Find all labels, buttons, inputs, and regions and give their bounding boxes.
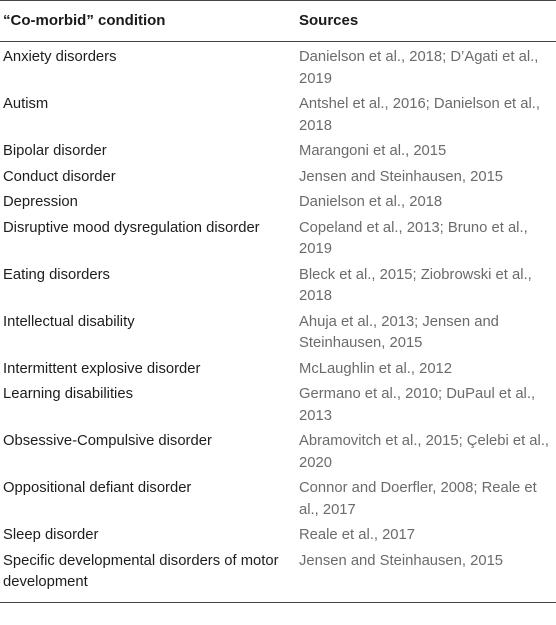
table-row	[0, 357, 556, 383]
condition-cell: Intellectual disability	[3, 313, 135, 330]
sources-cell: Jensen and Steinhausen, 2015	[297, 549, 556, 603]
table-row	[0, 476, 556, 523]
table-row	[0, 382, 556, 429]
table-body	[0, 42, 556, 603]
condition-cell: Eating disorders	[3, 266, 110, 283]
condition-cell: Learning disabilities	[3, 386, 133, 402]
condition-cell: Depression	[3, 194, 78, 210]
table-row	[0, 190, 556, 216]
sources-cell: McLaughlin et al., 2012	[299, 360, 453, 377]
table-row	[0, 216, 556, 263]
table-row	[0, 92, 556, 139]
header-sources: Sources	[297, 1, 556, 42]
condition-cell: Anxiety disorders	[3, 49, 117, 65]
sources-cell: Copeland et al., 2013; Bruno et al., 2019	[299, 219, 528, 257]
condition-cell: Intermittent explosive disorder	[3, 360, 201, 377]
table-row	[0, 310, 556, 357]
sources-cell: Germano et al., 2010; DuPaul et al., 2013	[299, 386, 536, 424]
table-row	[0, 263, 556, 310]
condition-cell: Obsessive-Compulsive disorder	[3, 433, 212, 449]
sources-cell: Bleck et al., 2015; Ziobrowski et al., 2018	[299, 266, 532, 304]
table-row	[0, 549, 556, 603]
header-row	[0, 1, 556, 42]
condition-cell: Bipolar disorder	[3, 143, 107, 159]
header-condition: “Co-morbid” condition	[0, 1, 297, 42]
sources-cell: Jensen and Steinhausen, 2015	[299, 168, 504, 185]
condition-cell: Specific developmental disorders of motor development	[0, 549, 297, 603]
sources-cell: Ahuja et al., 2013; Jensen and Steinhausen, 2015	[299, 313, 499, 351]
sources-cell: Abramovitch et al., 2015; Çelebi et al., 2020	[299, 433, 550, 471]
condition-cell: Conduct disorder	[3, 168, 116, 185]
table-header	[0, 1, 556, 42]
table-row	[0, 42, 556, 93]
sources-cell: Reale et al., 2017	[299, 527, 415, 543]
sources-cell: Antshel et al., 2016; Danielson et al., 2018	[299, 96, 541, 134]
sources-cell: Marangoni et al., 2015	[299, 143, 447, 159]
table-row	[0, 429, 556, 476]
condition-cell: Disruptive mood dysregulation disorder	[3, 219, 260, 236]
condition-cell: Sleep disorder	[3, 527, 99, 543]
condition-cell: Oppositional defiant disorder	[3, 480, 192, 496]
table-row	[0, 139, 556, 165]
sources-cell: Connor and Doerfler, 2008; Reale et al., 2017	[299, 480, 537, 518]
table-row	[0, 523, 556, 549]
table-row	[0, 165, 556, 191]
sources-cell: Danielson et al., 2018	[299, 194, 443, 210]
sources-cell: Danielson et al., 2018; D’Agati et al., 2019	[299, 49, 539, 87]
condition-cell: Autism	[3, 96, 49, 112]
